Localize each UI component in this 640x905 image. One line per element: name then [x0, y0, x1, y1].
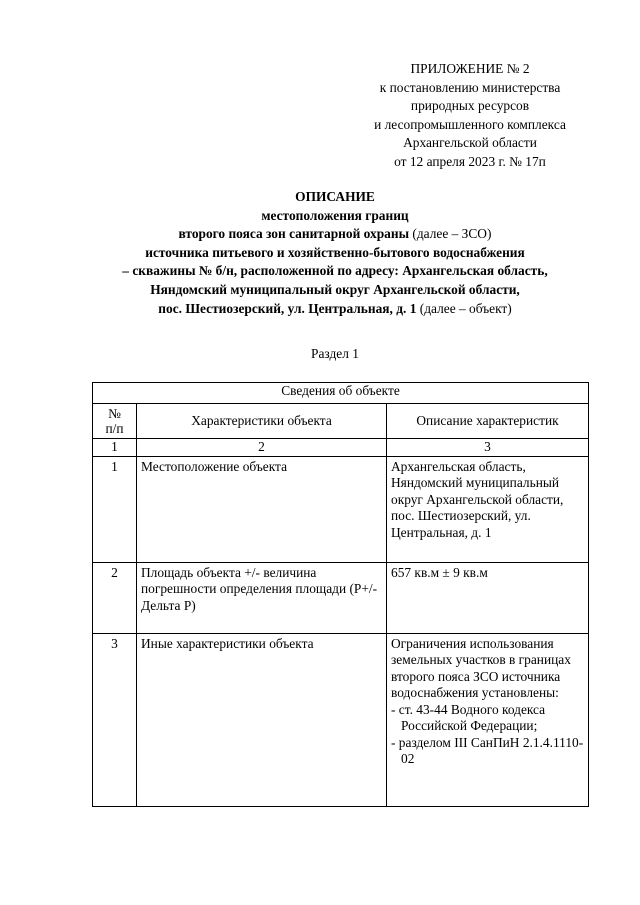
approval-line: к постановлению министерства: [379, 79, 561, 95]
row-number: 3: [93, 633, 137, 806]
header-number: [93, 404, 137, 439]
row-description: Архангельская область, Няндомский муниципальный округ Архангельской области, пос. Шестиозерский, ул. Центральная, д. 1: [387, 456, 589, 562]
title-line-bold: пос. Шестиозерский, ул. Центральная, д. 1: [158, 300, 417, 316]
title-line: [60, 225, 610, 244]
document-title: [60, 188, 610, 318]
table-row: [93, 456, 589, 562]
title-line: Няндомский муниципальный округ Архангельской области,: [150, 281, 520, 297]
list-item: - разделом III СанПиН 2.1.4.1110-02: [391, 734, 584, 766]
table-caption-row: [93, 383, 589, 404]
row-number: 2: [93, 562, 137, 633]
row-characteristic: Иные характеристики объекта: [137, 633, 387, 806]
row-number: 1: [93, 456, 137, 562]
section-heading: Раздел 1: [311, 346, 359, 361]
header-number-line1: №: [108, 406, 121, 421]
approval-block: [350, 60, 590, 172]
table-column-numbers-row: [93, 439, 589, 457]
title-line-bold: второго пояса зон санитарной охраны: [178, 226, 410, 242]
table-caption: Сведения об объекте: [93, 383, 589, 404]
column-number: 3: [387, 439, 589, 457]
approval-line: природных ресурсов: [410, 98, 530, 114]
table-row: [93, 562, 589, 633]
row-characteristic: Местоположение объекта: [137, 456, 387, 562]
row-description: [387, 633, 589, 806]
header-number-line2: п/п: [105, 421, 124, 436]
header-characteristics: Характеристики объекта: [137, 404, 387, 439]
title-line: – скважины № б/н, расположенной по адресу: Архангельская область,: [122, 263, 548, 279]
row-description: 657 кв.м ± 9 кв.м: [387, 562, 589, 633]
title-line-regular: (далее – объект): [416, 300, 512, 316]
table-row: [93, 633, 589, 806]
object-info-table: [92, 382, 589, 807]
approval-line: и лесопромышленного комплекса: [374, 116, 566, 132]
table-header-row: [93, 404, 589, 439]
title-line: [60, 300, 610, 319]
list-item: - ст. 43-44 Водного кодекса Российской Федерации;: [391, 701, 546, 733]
approval-line: от 12 апреля 2023 г. № 17п: [394, 153, 546, 169]
column-number: 2: [137, 439, 387, 457]
row-characteristic: Площадь объекта +/- величина погрешности определения площади (P+/- Дельта P): [137, 562, 387, 633]
approval-line: ПРИЛОЖЕНИЕ № 2: [410, 61, 530, 76]
title-line: местоположения границ: [261, 207, 409, 223]
legal-basis-list: [391, 702, 588, 768]
row-description-text: Ограничения использования земельных участков в границах второго пояса ЗСО источника водоснабжения установлены:: [391, 635, 571, 700]
column-number: 1: [93, 439, 137, 457]
header-description: Описание характеристик: [387, 404, 589, 439]
approval-line: Архангельской области: [403, 135, 537, 151]
title-heading: ОПИСАНИЕ: [295, 189, 375, 204]
title-line: источника питьевого и хозяйственно-бытового водоснабжения: [145, 244, 525, 260]
title-line-regular: (далее – ЗСО): [409, 226, 492, 242]
